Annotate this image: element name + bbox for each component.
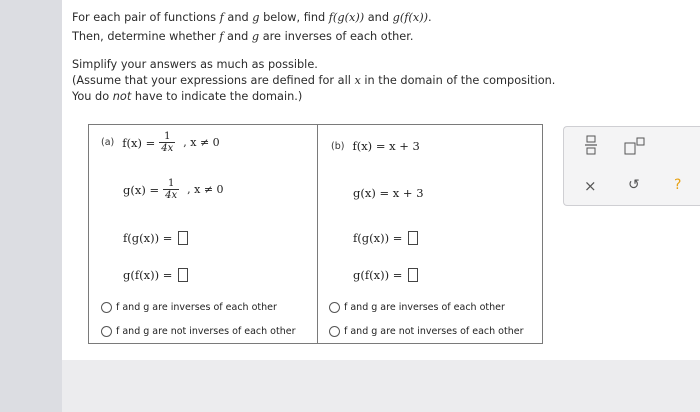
part-b-label: (b) — [331, 140, 345, 152]
part-a-g-fraction — [163, 178, 179, 201]
part-a-inverses-label: f and g are inverses of each other — [116, 302, 277, 313]
instr-f: f — [219, 30, 224, 43]
instr-fg: f(g(x)) — [328, 11, 365, 24]
fraction-numerator: 1 — [164, 131, 171, 142]
instr-text: and — [364, 11, 393, 24]
part-a-inverses-radio[interactable] — [101, 302, 112, 313]
instr-gf: g(f(x)) — [392, 11, 429, 24]
undo-icon[interactable]: ↺ — [628, 177, 640, 193]
part-b-inverses-radio[interactable] — [329, 302, 340, 313]
question-box — [88, 124, 543, 344]
part-a-option-not-inverses[interactable] — [101, 326, 295, 337]
left-gutter — [0, 0, 62, 412]
part-a-fg-answer-input[interactable] — [178, 231, 188, 245]
part-a-f-condition: , x ≠ 0 — [183, 136, 220, 149]
part-b-fg-lhs: f(g(x)) = — [353, 231, 403, 245]
math-tool-palette — [563, 126, 700, 206]
help-icon[interactable]: ? — [674, 177, 682, 193]
part-b-g-def: g(x) = x + 3 — [353, 186, 424, 200]
part-a-g-lhs: g(x) = — [123, 182, 160, 197]
part-a-label: (a) — [101, 137, 115, 148]
instr-text: are inverses of each other. — [259, 30, 414, 43]
part-a-not-inverses-radio[interactable] — [101, 326, 112, 337]
instr-text: . — [428, 11, 432, 24]
fraction-tool-icon[interactable] — [584, 135, 598, 159]
instr-text: For each pair of functions — [72, 11, 220, 24]
part-b-fg-row — [353, 231, 418, 245]
instr-x: x — [354, 74, 361, 87]
part-a-gf-lhs: g(f(x)) = — [123, 268, 173, 282]
part-a-fg-row — [123, 231, 188, 245]
instr-not: not — [112, 90, 132, 103]
part-b-gf-row — [353, 268, 418, 282]
part-b-not-inverses-radio[interactable] — [329, 326, 340, 337]
column-divider — [317, 125, 318, 343]
part-a-gf-row — [123, 268, 188, 282]
part-b-g-definition — [353, 186, 424, 200]
part-b-f-def: f(x) = x + 3 — [352, 139, 420, 153]
instruction-line-1 — [72, 10, 432, 26]
part-b-not-inverses-label: f and g are not inverses of each other — [344, 326, 524, 337]
part-a-not-inverses-label: f and g are not inverses of each other — [116, 326, 296, 337]
part-a-g-definition — [123, 178, 224, 201]
instr-g: g — [251, 30, 260, 43]
part-a-fg-lhs: f(g(x)) = — [123, 231, 173, 245]
part-b-gf-lhs: g(f(x)) = — [353, 268, 403, 282]
part-a-gf-answer-input[interactable] — [178, 268, 188, 282]
bottom-shade — [62, 360, 700, 412]
part-b-f-definition — [331, 139, 420, 153]
fraction-denominator: 4x — [161, 143, 174, 154]
instruction-line-5 — [72, 89, 302, 105]
instruction-line-3: Simplify your answers as much as possible. — [72, 58, 318, 71]
instr-g: g — [252, 11, 260, 24]
instr-text: and — [223, 11, 253, 24]
part-b-option-not-inverses[interactable] — [329, 326, 523, 337]
part-a-f-definition — [101, 131, 220, 154]
instruction-line-4 — [72, 73, 555, 89]
instruction-line-2 — [72, 29, 413, 45]
instr-text: have to indicate the domain.) — [131, 90, 303, 103]
part-a-f-lhs: f(x) = — [122, 135, 156, 150]
exponent-tool-icon[interactable] — [624, 137, 646, 159]
fraction-numerator: 1 — [167, 178, 175, 189]
instr-text: (Assume that your expressions are defined for all — [72, 74, 355, 87]
part-a-option-inverses[interactable] — [101, 302, 277, 313]
clear-icon[interactable]: × — [584, 177, 597, 195]
instr-text: Then, determine whether — [72, 30, 220, 43]
instr-text: You do — [72, 90, 113, 103]
part-b-inverses-label: f and g are inverses of each other — [344, 302, 505, 313]
instr-text: and — [223, 30, 252, 43]
instr-f: f — [219, 11, 224, 24]
instr-text: below, find — [259, 11, 329, 24]
part-b-gf-answer-input[interactable] — [408, 268, 418, 282]
part-a-f-fraction — [159, 131, 175, 154]
part-b-fg-answer-input[interactable] — [408, 231, 418, 245]
fraction-denominator: 4x — [165, 190, 178, 201]
instr-text: in the domain of the composition. — [360, 74, 556, 87]
part-b-option-inverses[interactable] — [329, 302, 505, 313]
part-a-g-condition: , x ≠ 0 — [187, 183, 224, 196]
